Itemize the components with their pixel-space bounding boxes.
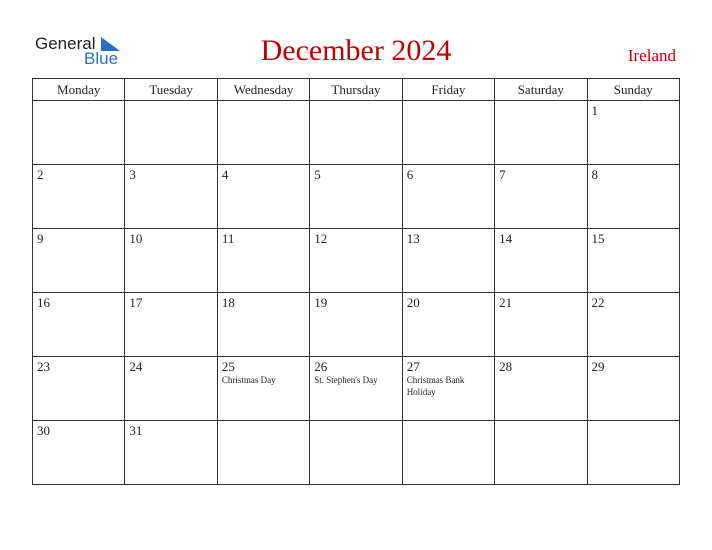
day-cell (587, 165, 679, 229)
day-number: 28 (499, 359, 513, 374)
day-cell (217, 165, 309, 229)
weekday-header: Sunday (587, 79, 679, 101)
day-cell (33, 229, 125, 293)
calendar-grid (32, 78, 680, 485)
weekday-header: Wednesday (217, 79, 309, 101)
country-label: Ireland (627, 46, 676, 65)
empty-day-cell (33, 101, 125, 165)
day-cell (495, 357, 587, 421)
day-cell (402, 293, 494, 357)
day-number: 30 (37, 423, 50, 438)
day-cell (125, 229, 217, 293)
day-number: 31 (129, 423, 143, 438)
day-number: 29 (591, 359, 605, 374)
day-cell (402, 357, 494, 421)
day-number: 12 (314, 231, 328, 246)
day-cell (125, 357, 217, 421)
empty-day-cell (310, 101, 402, 165)
empty-day-cell (125, 101, 217, 165)
day-cell (33, 293, 125, 357)
week-row (33, 357, 680, 421)
day-number: 27 (406, 359, 420, 374)
calendar-title: December 2024 (260, 34, 452, 67)
holiday-label: Christmas Day (221, 375, 276, 385)
day-number: 20 (406, 295, 420, 310)
day-cell (217, 229, 309, 293)
day-cell (125, 293, 217, 357)
day-number: 21 (499, 295, 513, 310)
week-row (33, 165, 680, 229)
weekday-header: Monday (33, 79, 125, 101)
day-cell (402, 165, 494, 229)
day-number: 9 (37, 231, 44, 246)
day-number: 8 (591, 167, 599, 182)
empty-day-cell (402, 101, 494, 165)
day-number: 4 (221, 167, 229, 182)
logo-text-blue: Blue (84, 49, 119, 68)
day-cell (587, 101, 679, 165)
day-number: 24 (129, 359, 143, 374)
week-row (33, 101, 680, 165)
week-row (33, 293, 680, 357)
day-cell (125, 421, 217, 485)
empty-day-cell (587, 421, 679, 485)
day-number: 19 (314, 295, 328, 310)
day-cell (310, 229, 402, 293)
day-number: 10 (129, 231, 143, 246)
day-number: 2 (37, 167, 44, 182)
day-number: 25 (221, 359, 235, 374)
day-cell (587, 357, 679, 421)
empty-day-cell (217, 421, 309, 485)
day-cell (125, 165, 217, 229)
day-cell (33, 421, 125, 485)
day-cell (217, 357, 309, 421)
day-number: 23 (37, 359, 50, 374)
day-number: 5 (314, 167, 321, 182)
day-cell (587, 293, 679, 357)
empty-day-cell (217, 101, 309, 165)
weekday-header: Saturday (495, 79, 587, 101)
week-row (33, 229, 680, 293)
day-cell (310, 293, 402, 357)
day-number: 15 (591, 231, 605, 246)
day-cell (217, 293, 309, 357)
empty-day-cell (402, 421, 494, 485)
day-number: 22 (591, 295, 605, 310)
logo-text-general: General (35, 34, 96, 53)
empty-day-cell (495, 421, 587, 485)
day-number: 1 (591, 103, 599, 118)
day-cell (587, 229, 679, 293)
day-cell (310, 357, 402, 421)
day-number: 26 (314, 359, 328, 374)
day-number: 17 (129, 295, 143, 310)
holiday-label: St. Stephen's Day (314, 375, 378, 385)
empty-day-cell (310, 421, 402, 485)
day-cell (33, 357, 125, 421)
day-cell (33, 165, 125, 229)
weekday-header: Thursday (310, 79, 402, 101)
holiday-label: Christmas Bank Holiday (406, 375, 465, 397)
day-number: 14 (499, 231, 513, 246)
day-cell (495, 165, 587, 229)
day-number: 18 (221, 295, 235, 310)
weekday-header: Tuesday (125, 79, 217, 101)
day-cell (495, 229, 587, 293)
day-number: 11 (221, 231, 235, 246)
day-cell (310, 165, 402, 229)
day-number: 3 (129, 167, 136, 182)
weekday-header: Friday (402, 79, 494, 101)
day-number: 6 (406, 167, 414, 182)
day-number: 16 (37, 295, 50, 310)
day-number: 13 (406, 231, 420, 246)
day-cell (495, 293, 587, 357)
day-number: 7 (499, 167, 506, 182)
weekday-header-row (33, 79, 680, 101)
calendar-weeks (33, 101, 680, 485)
empty-day-cell (495, 101, 587, 165)
day-cell (402, 229, 494, 293)
week-row (33, 421, 680, 485)
